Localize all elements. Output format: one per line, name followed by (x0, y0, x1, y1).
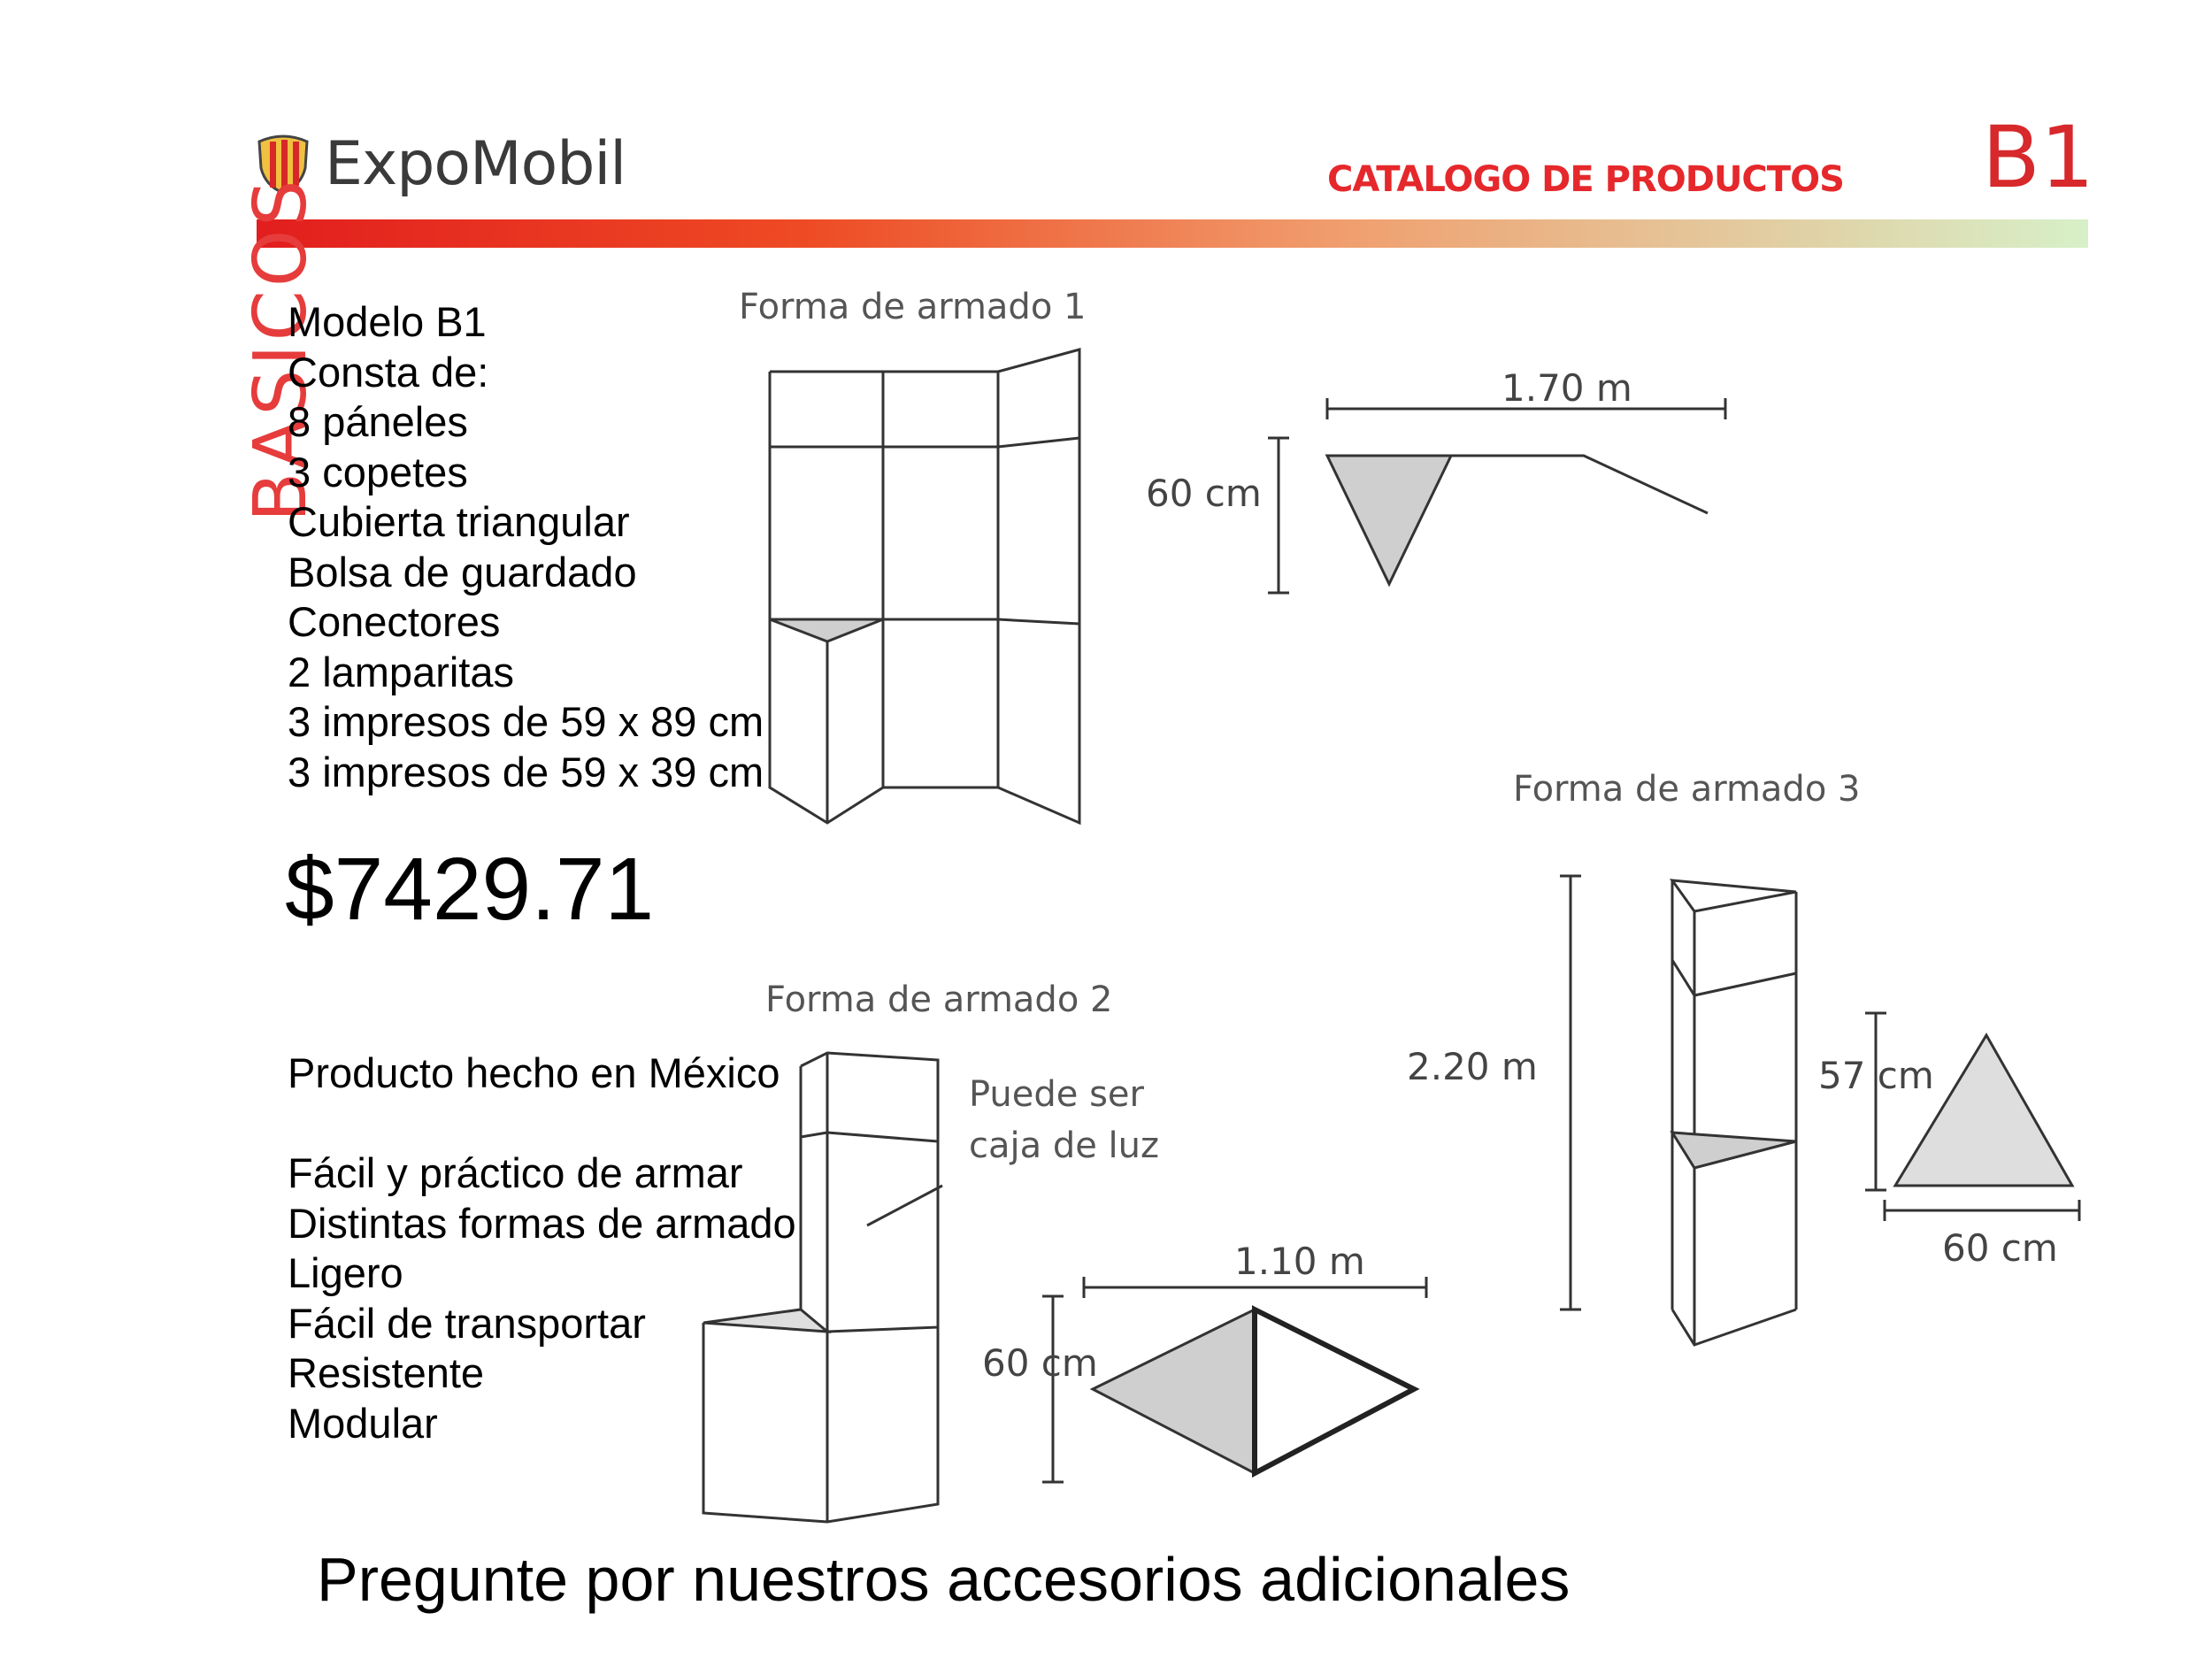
footer-text: Pregunte por nuestros accesorios adicionales (317, 1545, 1571, 1614)
forma-3-title: Forma de armado 3 (1513, 769, 1861, 810)
forma-1-depth-label: 60 cm (1146, 472, 1262, 515)
forma-3-height-label: 2.20 m (1407, 1045, 1538, 1088)
spec-item: 2 lamparitas (288, 648, 514, 695)
forma-3-drawing (1407, 769, 2079, 1345)
forma-2-title: Forma de armado 2 (765, 979, 1113, 1020)
forma-2-drawing (703, 979, 1426, 1522)
spec-item: 3 copetes (288, 448, 468, 495)
feature-item: Fácil de transportar (288, 1299, 646, 1347)
spec-item: Cubierta triangular (288, 498, 630, 545)
forma-1-title: Forma de armado 1 (739, 287, 1087, 327)
spec-item: Modelo B1 (288, 298, 487, 345)
forma-2-note-line1: Puede ser (969, 1074, 1144, 1115)
feature-item: Resistente (288, 1349, 485, 1396)
spec-item: Conectores (288, 598, 501, 645)
model-code: B1 (1982, 108, 2094, 207)
spec-item: 3 impresos de 59 x 89 cm (288, 698, 764, 745)
forma-2-depth-label: 60 cm (982, 1341, 1098, 1385)
forma-3-tri-width-label: 60 cm (1942, 1226, 2058, 1270)
spec-item: 3 impresos de 59 x 39 cm (288, 748, 764, 795)
spec-item: 8 páneles (288, 398, 468, 445)
forma-1-width-label: 1.70 m (1502, 366, 1632, 410)
spec-item: Bolsa de guardado (288, 548, 637, 595)
feature-item: Distintas formas de armado (288, 1199, 796, 1247)
forma-1-drawing (739, 287, 1725, 823)
brand-name: ExpoMobil (325, 128, 626, 199)
catalog-title: CATALOGO DE PRODUCTOS (1327, 159, 1844, 200)
forma-2-width-label: 1.10 m (1234, 1240, 1365, 1283)
feature-item: Ligero (288, 1249, 403, 1296)
price: $7429.71 (285, 840, 655, 939)
forma-3-tri-height-label: 57 cm (1818, 1054, 1934, 1097)
feature-item: Fácil y práctico de armar (288, 1149, 743, 1196)
spec-item: Consta de: (288, 348, 489, 396)
forma-2-note-line2: caja de luz (969, 1125, 1160, 1166)
category-label: BASICOS (239, 176, 323, 522)
feature-item: Modular (288, 1399, 438, 1447)
origin-text: Producto hecho en México (288, 1049, 780, 1096)
